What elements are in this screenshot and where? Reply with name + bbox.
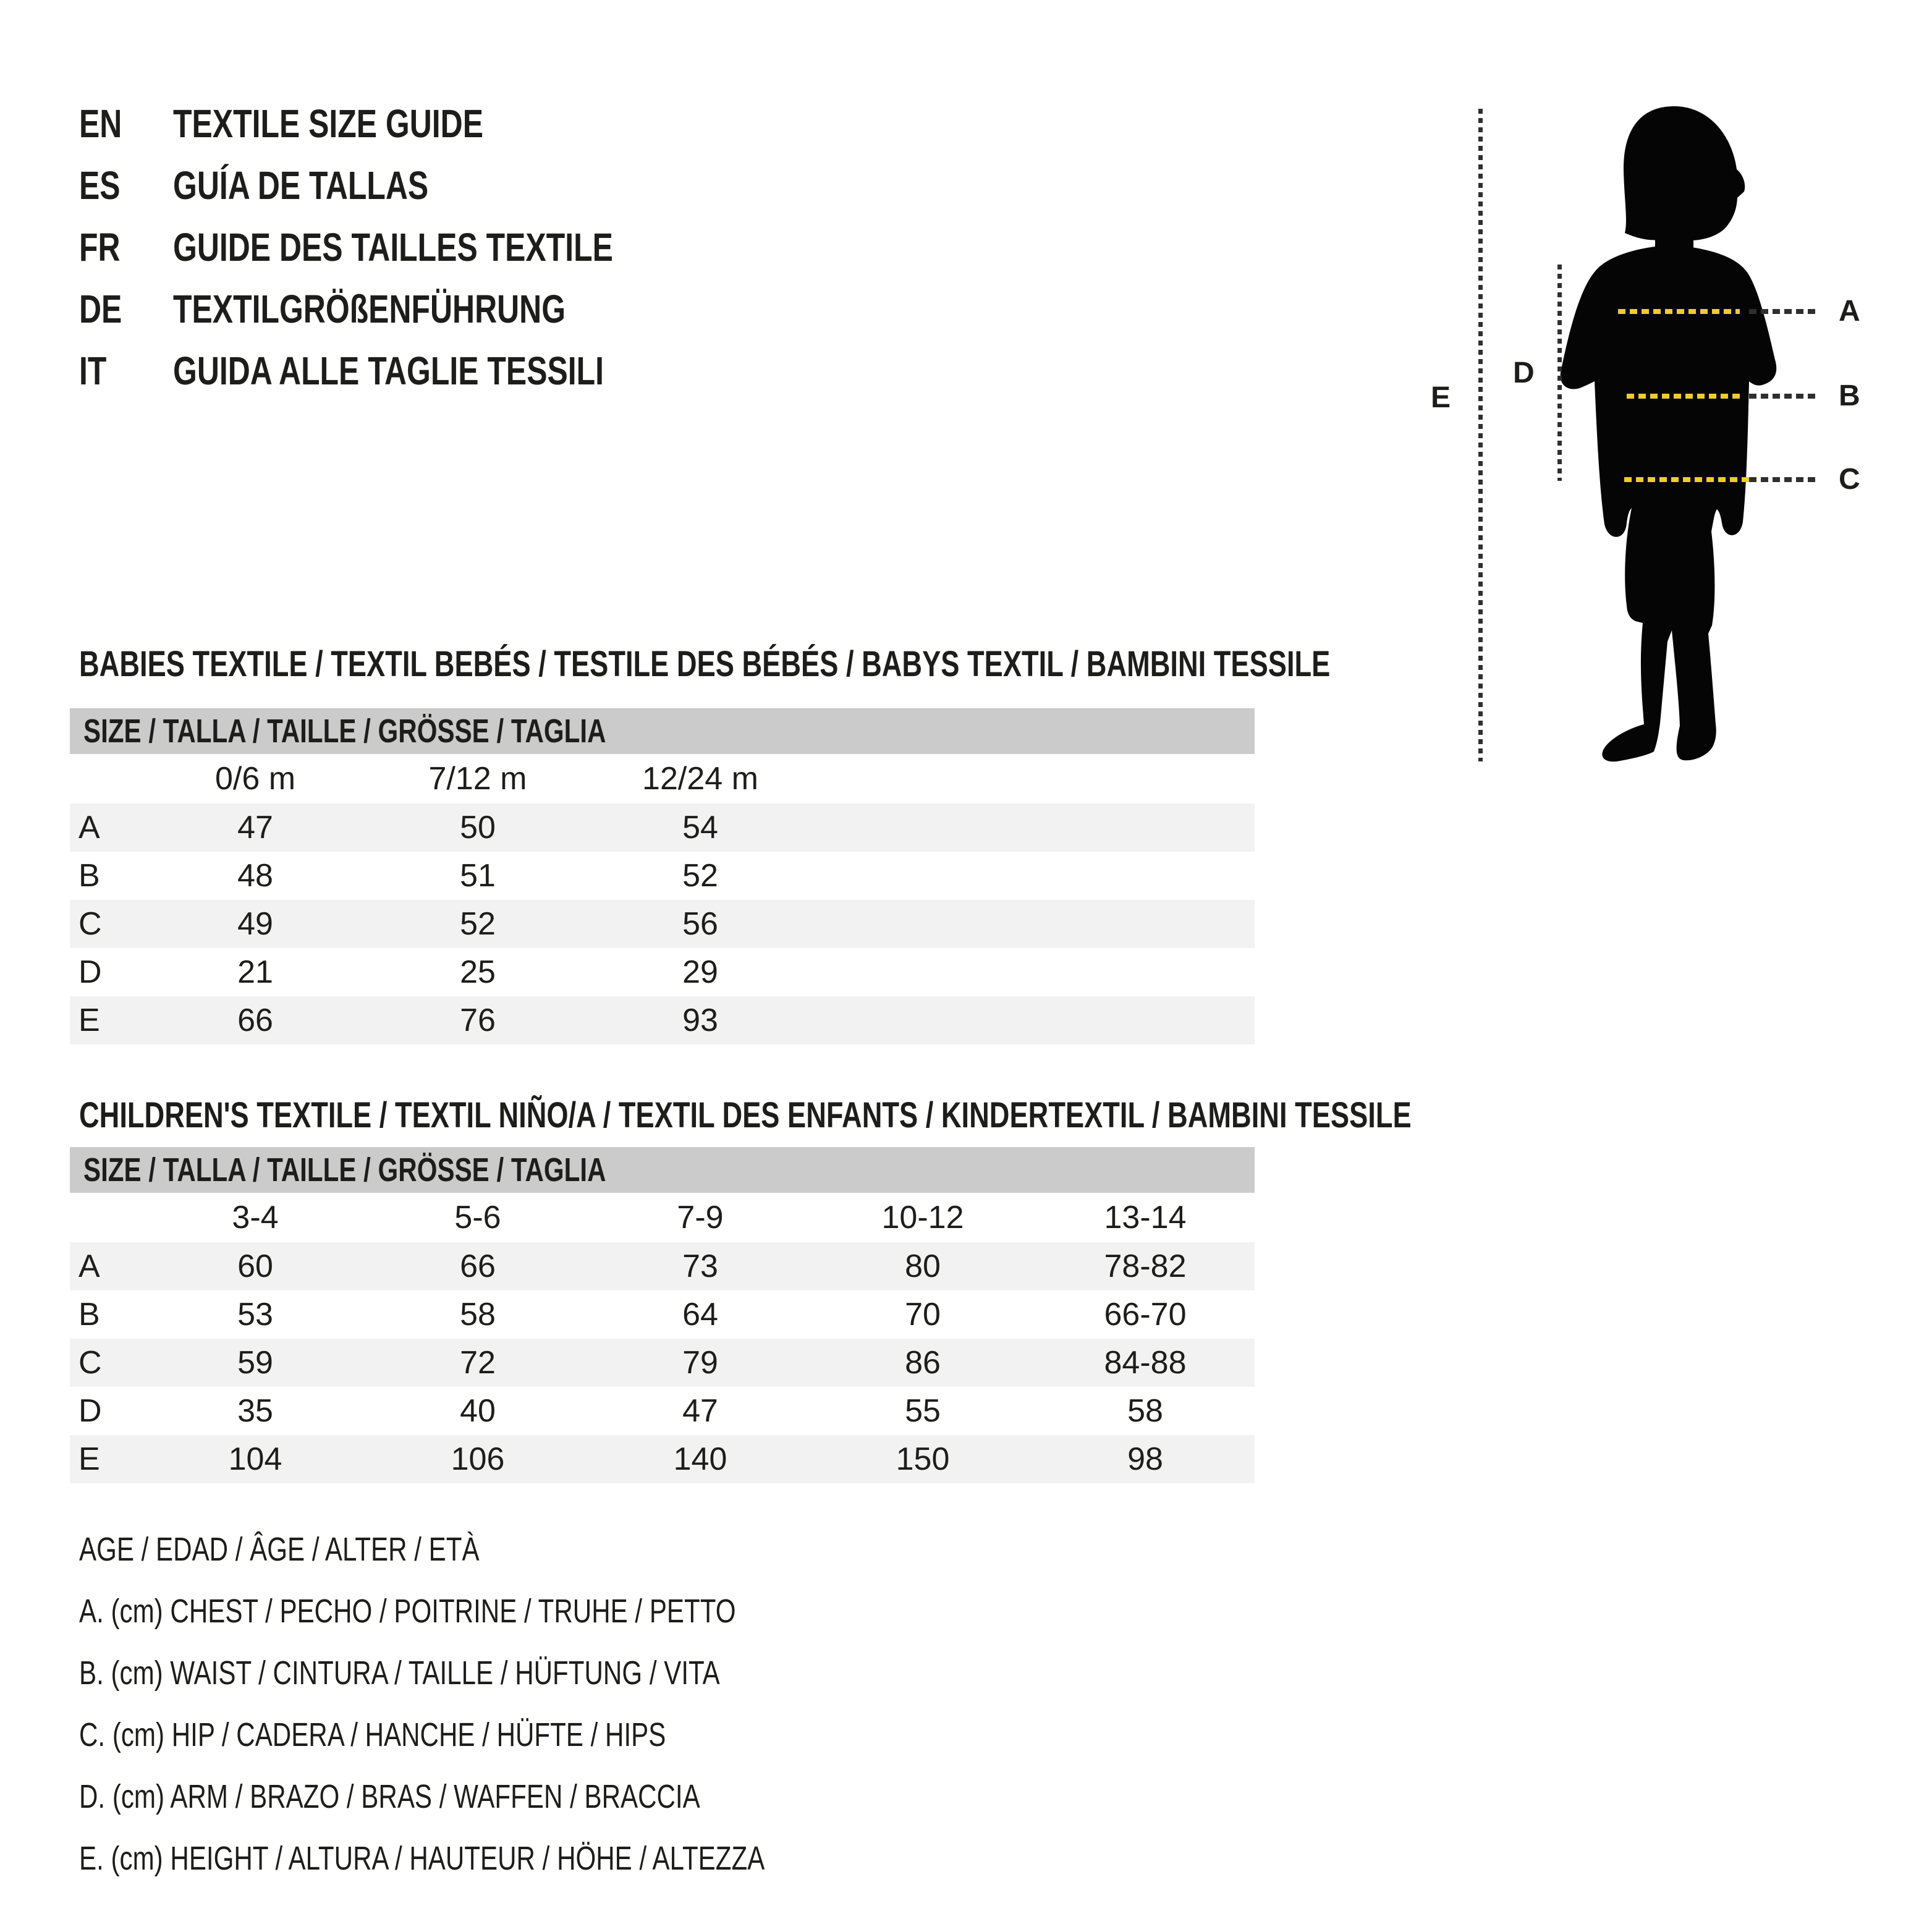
arm-measure-line-d	[1557, 265, 1562, 481]
waist-measure-dash-dark	[1749, 394, 1819, 399]
table-row	[70, 803, 1255, 852]
table-cell: 52	[682, 858, 718, 894]
measure-label-e: E	[1431, 381, 1451, 414]
legend-line-arm	[79, 1779, 875, 1815]
table-cell: 60	[237, 1248, 273, 1284]
table-row	[70, 1387, 1255, 1435]
legend-line-waist	[79, 1655, 900, 1691]
table-header-text: SIZE / TALLA / TAILLE / GRÖSSE / TAGLIA	[83, 1151, 606, 1188]
table-cell: 29	[682, 954, 718, 990]
column-header: 5-6	[454, 1200, 501, 1235]
table-cell: 35	[237, 1393, 273, 1429]
waist-measure-dash-yellow	[1627, 394, 1741, 399]
table-cell: 25	[460, 954, 496, 990]
column-header: 10-12	[881, 1200, 964, 1235]
measure-label-c: C	[1839, 463, 1860, 496]
table-cell: 58	[1127, 1393, 1163, 1429]
table-row	[70, 1242, 1255, 1290]
table-cell: 56	[682, 906, 718, 942]
section-heading-babies	[79, 645, 1683, 684]
table-cell: 66-70	[1104, 1297, 1187, 1332]
section-heading-children	[79, 1096, 1787, 1135]
legend-text: B. (cm) WAIST / CINTURA / TAILLE / HÜFTUNG / VITA	[79, 1654, 720, 1692]
babies-size-table	[70, 708, 1255, 1044]
row-label: B	[78, 858, 100, 894]
table-row	[70, 852, 1255, 900]
legend-text: D. (cm) ARM / BRAZO / BRAS / WAFFEN / BRACCIA	[79, 1778, 700, 1815]
table-cell: 86	[905, 1345, 941, 1381]
language-title: TEXTILGRÖßENFÜHRUNG	[173, 287, 566, 331]
language-title: GUIDE DES TAILLES TEXTILE	[173, 225, 613, 269]
table-row	[70, 1290, 1255, 1339]
language-row	[79, 340, 737, 402]
row-label: D	[78, 954, 102, 990]
table-cell: 72	[460, 1345, 496, 1381]
row-label: A	[78, 1248, 100, 1284]
row-label: B	[78, 1297, 100, 1332]
table-cell: 55	[905, 1393, 941, 1429]
table-cell: 66	[237, 1002, 273, 1038]
hip-measure-dash-dark	[1749, 477, 1819, 482]
language-code: IT	[79, 349, 107, 393]
table-cell: 66	[460, 1248, 496, 1284]
table-cell: 93	[682, 1002, 718, 1038]
table-cell: 58	[460, 1297, 496, 1332]
table-cell: 73	[682, 1248, 718, 1284]
table-cell: 51	[460, 858, 496, 894]
row-label: E	[78, 1002, 100, 1038]
chest-measure-dash-dark	[1749, 309, 1819, 314]
row-label: E	[78, 1441, 100, 1477]
table-cell: 47	[682, 1393, 718, 1429]
row-label: D	[78, 1393, 102, 1429]
language-row	[79, 155, 737, 216]
row-label: C	[78, 1345, 102, 1381]
legend-text: A. (cm) CHEST / PECHO / POITRINE / TRUHE / PETTO	[79, 1593, 736, 1630]
legend-line-chest	[79, 1593, 921, 1629]
legend-text: C. (cm) HIP / CADERA / HANCHE / HÜFTE / HIPS	[79, 1716, 666, 1753]
section-heading-text: BABIES TEXTILE / TEXTIL BEBÉS / TESTILE DES BÉBÉS / BABYS TEXTIL / BAMBINI TESSILE	[79, 644, 1331, 684]
section-heading-text: CHILDREN'S TEXTILE / TEXTIL NIÑO/A / TEXTIL DES ENFANTS / KINDERTEXTIL / BAMBINI TESSILE	[79, 1095, 1412, 1135]
legend-line-hip	[79, 1717, 831, 1753]
table-cell: 53	[237, 1297, 273, 1332]
legend-text: AGE / EDAD / ÂGE / ALTER / ETÀ	[79, 1531, 480, 1568]
table-cell: 50	[460, 810, 496, 845]
language-code: EN	[79, 101, 122, 146]
table-cell: 48	[237, 858, 273, 894]
table-row	[70, 1435, 1255, 1483]
hip-measure-dash-yellow	[1624, 477, 1749, 482]
column-header: 7-9	[677, 1200, 724, 1235]
table-row	[70, 900, 1255, 948]
table-cell: 79	[682, 1345, 718, 1381]
table-cell: 140	[673, 1441, 727, 1477]
language-code: FR	[79, 225, 121, 269]
table-cell: 84-88	[1104, 1345, 1187, 1381]
children-size-table	[70, 1147, 1255, 1483]
language-row	[79, 216, 737, 278]
table-cell: 54	[682, 810, 718, 845]
table-cell: 106	[451, 1441, 505, 1477]
column-header: 12/24 m	[642, 761, 758, 797]
language-code: DE	[79, 287, 122, 331]
language-row	[79, 93, 737, 155]
table-cell: 76	[460, 1002, 496, 1038]
table-cell: 150	[896, 1441, 950, 1477]
measure-label-a: A	[1839, 295, 1860, 328]
row-label: A	[78, 810, 100, 845]
language-title: GUÍA DE TALLAS	[173, 163, 429, 208]
column-header: 0/6 m	[214, 761, 296, 797]
language-code: ES	[79, 163, 121, 208]
language-title: TEXTILE SIZE GUIDE	[173, 101, 484, 146]
legend-line-age	[79, 1532, 592, 1567]
table-cell: 59	[237, 1345, 273, 1381]
legend-line-height	[79, 1841, 958, 1876]
language-row	[79, 278, 737, 340]
table-cell: 49	[237, 906, 273, 942]
table-header-bar	[70, 708, 1255, 754]
table-cell: 104	[228, 1441, 282, 1477]
language-title: GUIDA ALLE TAGLIE TESSILI	[173, 349, 604, 393]
table-cell: 80	[905, 1248, 941, 1284]
table-cell: 52	[460, 906, 496, 942]
table-rows	[70, 1242, 1255, 1483]
row-label: C	[78, 906, 102, 942]
table-cell: 64	[682, 1297, 718, 1332]
measure-label-d: D	[1513, 357, 1535, 389]
table-header-bar	[70, 1147, 1255, 1193]
table-cell: 21	[237, 954, 273, 990]
legend-text: E. (cm) HEIGHT / ALTURA / HAUTEUR / HÖHE / ALTEZZA	[79, 1840, 765, 1877]
column-header: 7/12 m	[428, 761, 527, 797]
column-header-row	[70, 754, 1255, 803]
column-header-row	[70, 1193, 1255, 1242]
table-cell: 98	[1127, 1441, 1163, 1477]
table-cell: 47	[237, 810, 273, 845]
measure-label-b: B	[1839, 379, 1860, 412]
table-row	[70, 996, 1255, 1044]
column-header: 3-4	[232, 1200, 279, 1235]
table-row	[70, 1339, 1255, 1387]
table-cell: 78-82	[1104, 1248, 1187, 1284]
table-cell: 40	[460, 1393, 496, 1429]
table-row	[70, 948, 1255, 996]
table-header-text: SIZE / TALLA / TAILLE / GRÖSSE / TAGLIA	[83, 713, 606, 750]
chest-measure-dash-yellow	[1618, 309, 1740, 314]
table-rows	[70, 803, 1255, 1044]
table-cell: 70	[905, 1297, 941, 1332]
language-title-block	[79, 93, 737, 402]
column-header: 13-14	[1104, 1200, 1187, 1235]
